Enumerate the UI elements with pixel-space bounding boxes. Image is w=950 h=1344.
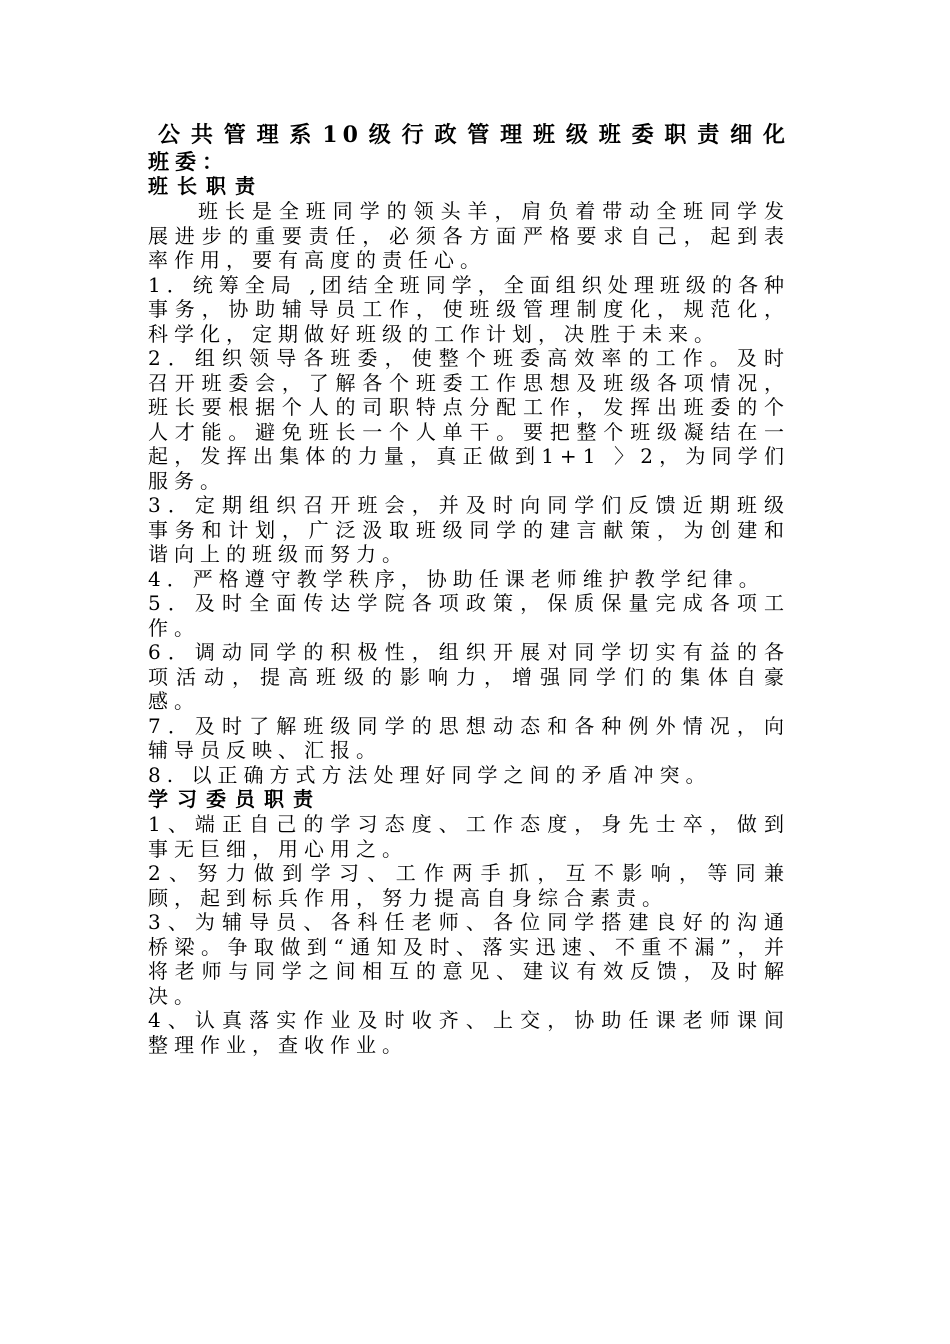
list-item: 1．统筹全局 ,团结全班同学，全面组织处理班级的各种事务，协助辅导员工作，使班级管理制度化，规范化，科学化，定期做好班级的工作计划，决胜于未来。	[148, 272, 790, 346]
list-item: 3、为辅导员、各科任老师、各位同学搭建良好的沟通桥梁。争取做到“通知及时、落实迅速、不重不漏”，并将老师与同学之间相互的意见、建议有效反馈，及时解决。	[148, 910, 790, 1008]
list-item: 8. 以正确方式方法处理好同学之间的矛盾冲突。	[148, 762, 712, 787]
section-heading-monitor: 班长职责	[148, 174, 264, 198]
list-item: 6．调动同学的积极性，组织开展对同学切实有益的各项活动，提高班级的影响力，增强同学们的集体自豪感。	[148, 640, 790, 713]
document-title: 公共管理系10级行政管理班级班委职责细化	[158, 122, 790, 148]
section-intro-monitor: 班长是全班同学的领头羊，肩负着带动全班同学发展进步的重要责任，必须各方面严格要求自己，起到表率作用，要有高度的责任心。	[148, 199, 790, 272]
list-item: 3．定期组织召开班会，并及时向同学们反馈近期班级事务和计划，广泛汲取班级同学的建言献策，为创建和谐向上的班级而努力。	[148, 493, 790, 566]
list-item: 5．及时全面传达学院各项政策，保质保量完成各项工作。	[148, 591, 790, 640]
list-item: 7．及时了解班级同学的思想动态和各种例外情况，向辅导员反映、汇报。	[148, 713, 790, 762]
document-page	[148, 122, 790, 1057]
list-item: 2．组织领导各班委，使整个班委高效率的工作。及时召开班委会，了解各个班委工作思想及班级各项情况，班长要根据个人的司职特点分配工作，发挥出班委的个人才能。避免班长一个人单干。要把整个班级凝结在一起，发挥出集体的力量，真正做到1+1 〉2，为同学们服务。	[148, 346, 790, 493]
list-item: 1、端正自己的学习态度、工作态度，身先士卒，做到事无巨细，用心用之。	[148, 812, 790, 861]
list-item: 2、努力做到学习、工作两手抓，互不影响，等同兼顾，起到标兵作用，努力提高自身综合素责。	[148, 861, 790, 910]
list-item: 4、认真落实作业及时收齐、上交，协助任课老师课间整理作业，查收作业。	[148, 1008, 790, 1057]
document-subtitle: 班委：	[148, 149, 229, 174]
list-item: 4．严格遵守教学秩序，协助任课老师维护教学纪律。	[148, 566, 765, 591]
section-heading-study: 学习委员职责	[148, 787, 322, 811]
